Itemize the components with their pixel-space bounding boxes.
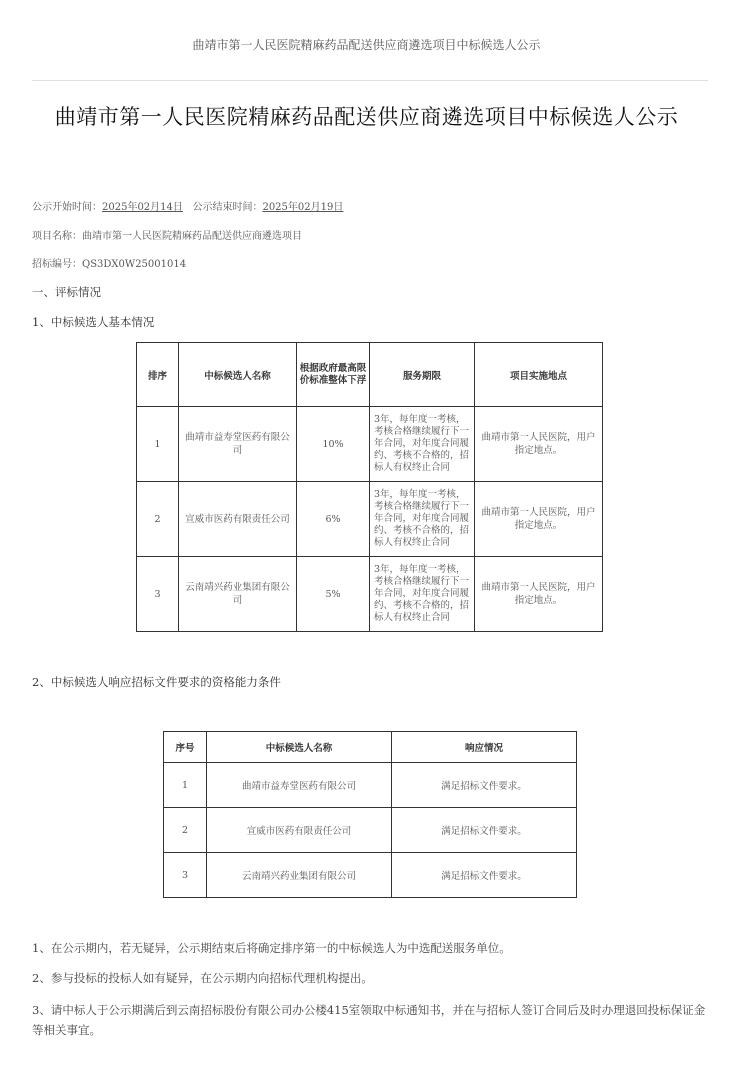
column-header: 序号 (164, 732, 207, 763)
table-header-row (164, 732, 577, 763)
table-row (137, 407, 603, 482)
start-date: 2025年02月14日 (102, 202, 183, 213)
service-period-cell: 3年，每年度一考核，考核合格继续履行下一年合同，对年度合同履约、考核不合格的，招标人有权终止合同 (370, 407, 475, 482)
project-name: 项目名称：曲靖市第一人民医院精麻药品配送供应商遴选项目 (32, 231, 302, 242)
publish-period (32, 198, 343, 213)
candidate-table (136, 342, 603, 632)
column-header: 排序 (137, 343, 179, 407)
location-cell: 曲靖市第一人民医院，用户指定地点。 (475, 482, 603, 557)
discount-cell: 10% (297, 407, 370, 482)
note-2: 2、参与投标的投标人如有疑异，在公示期内向招标代理机构提出。 (32, 971, 373, 985)
column-header: 中标候选人名称 (179, 343, 297, 407)
candidate-name-cell: 云南靖兴药业集团有限公司 (179, 557, 297, 632)
response-cell: 满足招标文件要求。 (392, 853, 577, 898)
table-row (164, 853, 577, 898)
note-1: 1、在公示期内，若无疑异，公示期结束后将确定排序第一的中标候选人为中选配送服务单位。 (32, 941, 511, 955)
number-cell: 3 (164, 853, 207, 898)
number-cell: 1 (164, 763, 207, 808)
subsection-heading: 2、中标候选人响应招标文件要求的资格能力条件 (32, 675, 281, 689)
discount-cell: 5% (297, 557, 370, 632)
table-row (137, 482, 603, 557)
column-header: 根据政府最高限价标准整体下浮 (297, 343, 370, 407)
rank-cell: 3 (137, 557, 179, 632)
rank-cell: 2 (137, 482, 179, 557)
location-cell: 曲靖市第一人民医院，用户指定地点。 (475, 407, 603, 482)
discount-cell: 6% (297, 482, 370, 557)
candidate-name-cell: 宣威市医药有限责任公司 (179, 482, 297, 557)
response-cell: 满足招标文件要求。 (392, 763, 577, 808)
end-date: 2025年02月19日 (262, 202, 344, 213)
table-row (137, 557, 603, 632)
service-period-cell: 3年，每年度一考核，考核合格继续履行下一年合同，对年度合同履约、考核不合格的，招标人有权终止合同 (370, 482, 475, 557)
response-cell: 满足招标文件要求。 (392, 808, 577, 853)
rank-cell: 1 (137, 407, 179, 482)
page-title: 曲靖市第一人民医院精麻药品配送供应商遴选项目中标候选人公示 (54, 105, 679, 129)
column-header: 响应情况 (392, 732, 577, 763)
section-heading: 一、评标情况 (32, 285, 101, 299)
candidate-name-cell: 宣威市医药有限责任公司 (207, 808, 392, 853)
column-header: 服务期限 (370, 343, 475, 407)
location-cell: 曲靖市第一人民医院，用户指定地点。 (475, 557, 603, 632)
candidate-name-cell: 曲靖市益寿堂医药有限公司 (207, 763, 392, 808)
end-label: 公示结束时间： (192, 202, 263, 213)
service-period-cell: 3年，每年度一考核，考核合格继续履行下一年合同，对年度合同履约、考核不合格的，招标人有权终止合同 (370, 557, 475, 632)
candidate-name-cell: 云南靖兴药业集团有限公司 (207, 853, 392, 898)
candidate-name-cell: 曲靖市益寿堂医药有限公司 (179, 407, 297, 482)
column-header: 项目实施地点 (475, 343, 603, 407)
note-3: 3、请中标人于公示期满后到云南招标股份有限公司办公楼415室领取中标通知书，并在与招标人签订合同后及时办理退回投标保证金等相关事宜。 (32, 1003, 706, 1037)
qualification-table (163, 731, 577, 898)
table-header-row (137, 343, 603, 407)
start-label: 公示开始时间： (32, 202, 102, 213)
subsection-heading: 1、中标候选人基本情况 (32, 315, 155, 329)
column-header: 中标候选人名称 (207, 732, 392, 763)
divider (32, 80, 708, 81)
page-header: 曲靖市第一人民医院精麻药品配送供应商遴选项目中标候选人公示 (192, 38, 541, 52)
table-row (164, 763, 577, 808)
bid-number: 招标编号：QS3DX0W25001014 (32, 259, 187, 270)
number-cell: 2 (164, 808, 207, 853)
table-row (164, 808, 577, 853)
